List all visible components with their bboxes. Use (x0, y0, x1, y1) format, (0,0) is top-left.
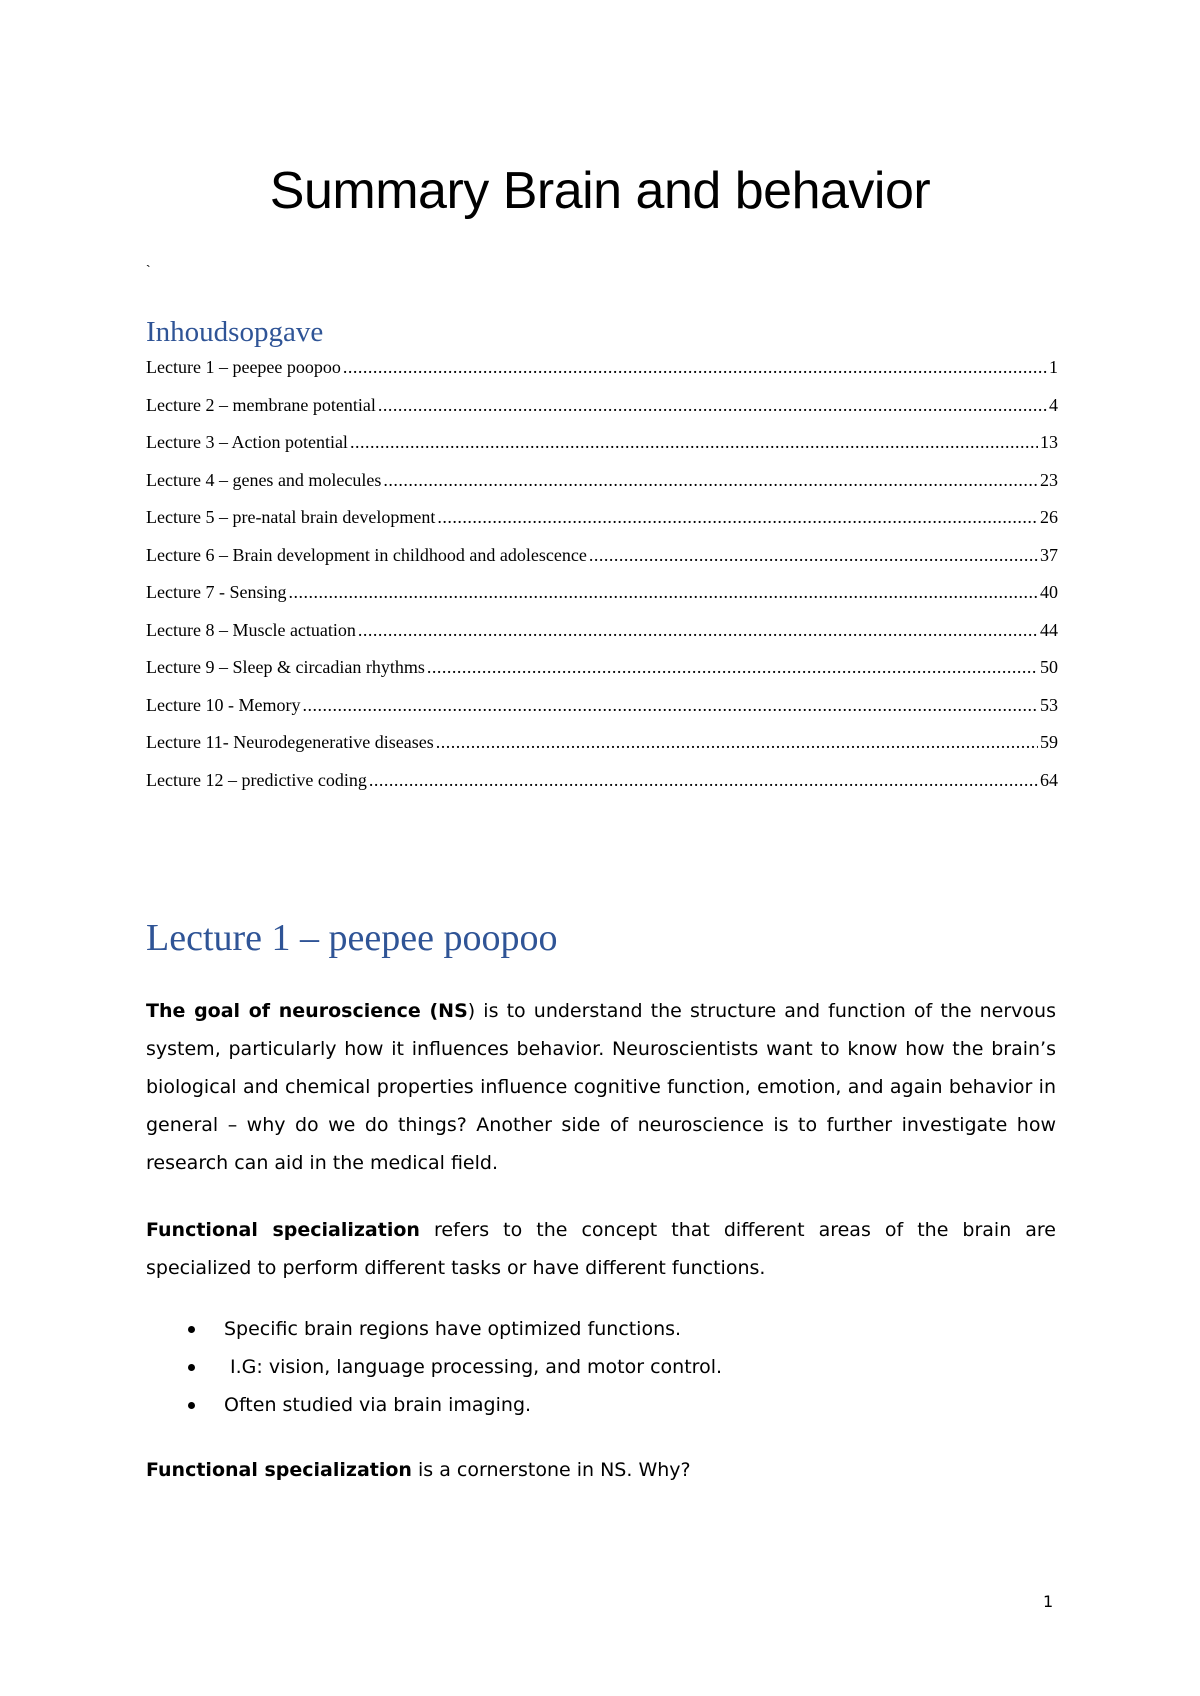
toc-entry-label: Lecture 12 – predictive coding (146, 769, 367, 790)
toc-entry-label: Lecture 7 - Sensing (146, 582, 287, 602)
document-title: Summary Brain and behavior (269, 162, 931, 220)
toc-entry-page: 13 (1040, 432, 1058, 452)
toc-entry-page: 1 (1049, 357, 1058, 377)
toc-entry-8[interactable] (146, 621, 1058, 659)
toc-leader-dots (358, 621, 1038, 639)
toc-entry-page: 37 (1040, 544, 1058, 565)
paragraph-bold-term: The goal of neuroscience (NS (146, 1000, 468, 1022)
toc-entry-page: 53 (1040, 694, 1058, 715)
bullet-list (146, 1310, 722, 1424)
toc-leader-dots (436, 733, 1038, 751)
toc-entry-label: Lecture 10 - Memory (146, 694, 301, 715)
toc-entry-12[interactable] (146, 771, 1058, 809)
toc-heading: Inhoudsopgave (146, 316, 324, 348)
toc-entry-label: Lecture 2 – membrane potential (146, 394, 376, 415)
toc-entry-label: Lecture 11- Neurodegenerative diseases (146, 732, 434, 752)
toc-leader-dots (288, 583, 1038, 601)
bullet-item (146, 1310, 722, 1348)
section-heading: Lecture 1 – peepee poopoo (146, 917, 558, 959)
toc-entry-page: 64 (1040, 769, 1058, 790)
toc-entry-label: Lecture 3 – Action potential (146, 432, 348, 452)
toc-entry-3[interactable] (146, 433, 1058, 471)
toc-entry-label: Lecture 6 – Brain development in childhood and adolescence (146, 544, 587, 565)
paragraph-bold-term: Functional specialization (146, 1459, 412, 1481)
toc-entry-11[interactable] (146, 733, 1058, 771)
toc-entry-page: 50 (1040, 657, 1058, 677)
toc-entry-label: Lecture 1 – peepee poopoo (146, 357, 341, 377)
page-number: 1 (1043, 1592, 1054, 1611)
toc-leader-dots (378, 396, 1047, 414)
bullet-text: Often studied via brain imaging. (224, 1394, 532, 1416)
bullet-icon (188, 1402, 195, 1409)
toc-entry-page: 4 (1049, 394, 1058, 415)
toc-entry-6[interactable] (146, 546, 1058, 584)
toc-entry-label: Lecture 5 – pre-natal brain development (146, 507, 436, 527)
toc-entry-label: Lecture 9 – Sleep & circadian rhythms (146, 657, 425, 677)
toc-entry-label: Lecture 8 – Muscle actuation (146, 619, 356, 640)
paragraph-functional-specialization (146, 1211, 1056, 1287)
bullet-item (146, 1348, 722, 1386)
stray-mark: ` (146, 262, 151, 278)
bullet-text: Specific brain regions have optimized functions. (224, 1318, 682, 1340)
bullet-icon (188, 1326, 195, 1333)
toc-entry-label: Lecture 4 – genes and molecules (146, 469, 382, 490)
toc-entry-7[interactable] (146, 583, 1058, 621)
toc-leader-dots (589, 546, 1038, 564)
toc-entry-2[interactable] (146, 396, 1058, 434)
toc-leader-dots (343, 358, 1047, 376)
toc-entry-page: 40 (1040, 582, 1058, 602)
toc-entry-page: 23 (1040, 469, 1058, 490)
toc-leader-dots (350, 433, 1038, 451)
toc-leader-dots (437, 508, 1038, 526)
paragraph-text: is a cornerstone in NS. Why? (411, 1459, 691, 1481)
toc-entry-1[interactable] (146, 358, 1058, 396)
toc-entry-5[interactable] (146, 508, 1058, 546)
paragraph-goal-of-neuroscience (146, 992, 1056, 1182)
paragraph-text: ) is to understand the structure and function of the nervous system, particularly how it influences behavior. Neuroscientists want to know how the brain’s biological and chemical properties influence cognitive function, emotion, and again behavior in general – why do we do things? Another side of neuroscience is to further investigate how research can aid in the medical field. (146, 1000, 1056, 1174)
toc-entry-10[interactable] (146, 696, 1058, 734)
bullet-text: I.G: vision, language processing, and motor control. (224, 1356, 723, 1378)
toc-entry-page: 26 (1040, 507, 1058, 527)
toc-entry-page: 44 (1040, 619, 1058, 640)
toc-leader-dots (369, 771, 1038, 789)
toc-entry-4[interactable] (146, 471, 1058, 509)
bullet-icon (188, 1364, 195, 1371)
toc-leader-dots (302, 696, 1038, 714)
table-of-contents (146, 358, 1058, 808)
toc-entry-9[interactable] (146, 658, 1058, 696)
paragraph-cornerstone (146, 1451, 1056, 1489)
toc-leader-dots (427, 658, 1038, 676)
toc-leader-dots (383, 471, 1038, 489)
toc-entry-page: 59 (1040, 732, 1058, 752)
paragraph-text: refers to the concept that different areas of the brain are specialized to perform different tasks or have different functions. (146, 1219, 1056, 1279)
paragraph-bold-term: Functional specialization (146, 1219, 420, 1241)
bullet-item (146, 1386, 722, 1424)
